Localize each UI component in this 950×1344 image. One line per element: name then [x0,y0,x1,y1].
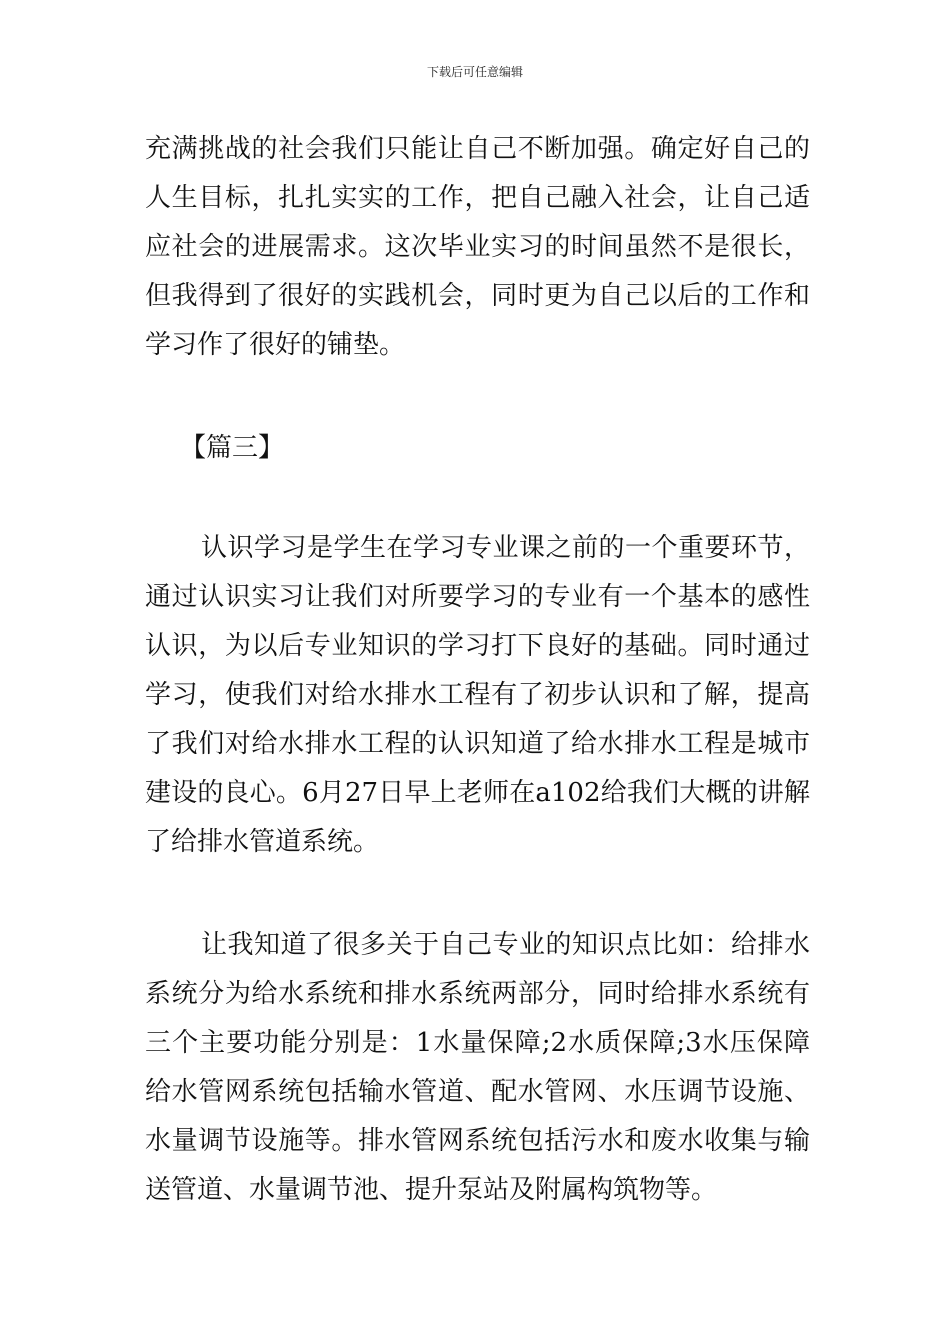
section-heading: 【篇三】 [180,433,285,463]
body-paragraph-1: 充满挑战的社会我们只能让自己不断加强。确定好自己的人生目标，扎扎实实的工作，把自己融入社会，让自己适应社会的进展需求。这次毕业实习的时间虽然不是很长，但我得到了很好的实践机会，同时更为自己以后的工作和学习作了很好的铺垫。 [145,134,810,360]
page-header: 下载后可任意编辑 [426,65,523,79]
body-paragraph-2: 认识学习是学生在学习专业课之前的一个重要环节，通过认识实习让我们对所要学习的专业有一个基本的感性认识，为以后专业知识的学习打下良好的基础。同时通过学习，使我们对给水排水工程有了初步认识和了解，提高了我们对给水排水工程的认识知道了给水排水工程是城市建设的良心。6月27日早上老师在a102给我们大概的讲解了给排水管道系统。 [145,533,810,857]
body-paragraph-3: 让我知道了很多关于自己专业的知识点比如：给排水系统分为给水系统和排水系统两部分，同时给排水系统有三个主要功能分别是：1水量保障;2水质保障;3水压保障给水管网系统包括输水管道、配水管网、水压调节设施、水量调节设施等。排水管网系统包括污水和废水收集与输送管道、水量调节池、提升泵站及附属构筑物等。 [145,930,810,1205]
